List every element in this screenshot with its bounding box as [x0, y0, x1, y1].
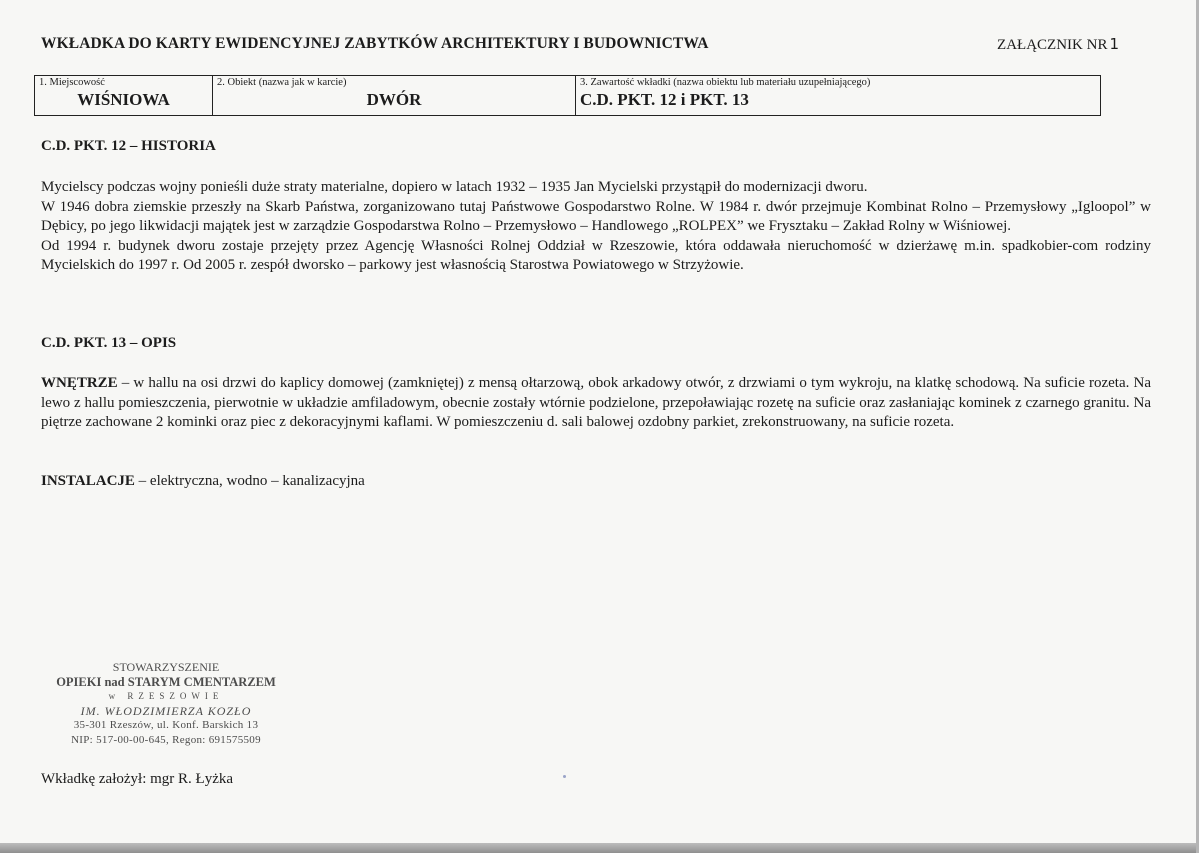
document-title: WKŁADKA DO KARTY EWIDENCYJNEJ ZABYTKÓW ARCHITEKTURY I BUDOWNICTWA — [41, 35, 709, 52]
wnetrze-text: – w hallu na osi drzwi do kaplicy domowej (zamkniętej) z mensą ołtarzową, obok arkadowy otwór, z drzwiami o tym wykroju, na klatkę schodową. Na suficie rozeta. Na lewo z hallu pomieszczenia, pierwotnie w układzie amfiladowym, obecnie zostały wtórnie podzielone, przepoławiając rozetę na suficie oraz zasłaniając kominek z czarnego granitu. Na piętrze zachowane 2 kominki oraz piec z dekoracyjnymi kaflami. W pomieszczeniu d. sali balowej ozdobny parkiet, zrekonstruowany, na suficie rozeta. — [41, 375, 1151, 430]
field-contents-value: C.D. PKT. 12 i PKT. 13 — [580, 90, 749, 109]
historia-paragraph: W 1946 dobra ziemskie przeszły na Skarb Państwa, zorganizowano tutaj Państwowe Gospodarstwo Rolne. W 1984 r. dwór przejmuje Kombinat Rolno – Przemysłowy „Igloopol” w Dębicy, po jego likwidacji majątek jest w zarządzie Gospodarstwa Rolno – Przemysłowo – Handlowego „ROLPEX” we Frysztaku – Zakład Rolny w Wiśniowej. — [41, 198, 1151, 234]
field-locality-label: 1. Miejscowość — [39, 77, 105, 88]
page-header — [41, 35, 1119, 59]
field-locality — [35, 76, 213, 116]
instalacje-paragraph — [41, 472, 1151, 492]
form-header-table — [34, 75, 1101, 116]
annex-label — [997, 35, 1119, 54]
paper-bottom-edge — [0, 843, 1199, 853]
field-object — [213, 76, 576, 116]
wnetrze-label: WNĘTRZE — [41, 375, 118, 391]
field-object-label: 2. Obiekt (nazwa jak w karcie) — [217, 77, 347, 88]
field-contents — [576, 76, 1101, 116]
section-heading-historia: C.D. PKT. 12 – HISTORIA — [41, 138, 216, 154]
historia-paragraph: Mycielscy podczas wojny ponieśli duże straty materialne, dopiero w latach 1932 – 1935 Jan Mycielski przystąpił do modernizacji dworu. — [41, 179, 868, 195]
instalacje-label: INSTALACJE — [41, 473, 135, 489]
field-object-value: DWÓR — [366, 90, 422, 109]
historia-text — [41, 178, 1151, 276]
organization-stamp — [56, 660, 276, 747]
field-locality-value: WIŚNIOWA — [77, 90, 170, 109]
opis-instalacje — [41, 472, 1151, 492]
wnetrze-paragraph — [41, 374, 1151, 433]
stamp-line: STOWARZYSZENIE — [112, 660, 220, 674]
stamp-line: 35-301 Rzeszów, ul. Konf. Barskich 13 — [73, 719, 259, 731]
annex-label-text: ZAŁĄCZNIK NR — [997, 37, 1108, 53]
historia-paragraph: Od 1994 r. budynek dworu zostaje przejęty przez Agencję Własności Rolnej Oddział w Rzeszowie, która oddawała nieruchomość w dzierżawę m.in. spadkobier-com rodziny Mycielskich do 1997 r. Od 2005 r. zespół dworsko – parkowy jest własnością Starostwa Powiatowego w Strzyżowie. — [41, 237, 1151, 273]
annex-number: 1 — [1109, 35, 1119, 53]
stamp-line: NIP: 517-00-00-645, Regon: 691575509 — [71, 733, 261, 746]
instalacje-text: – elektryczna, wodno – kanalizacyjna — [134, 473, 365, 489]
author-note: Wkładkę założył: mgr R. Łyżka — [41, 771, 234, 787]
stamp-line: IM. WŁODZIMIERZA KOZŁO — [80, 703, 252, 718]
field-contents-label: 3. Zawartość wkładki (nazwa obiektu lub materiału uzupełniającego) — [580, 77, 871, 88]
section-heading-opis: C.D. PKT. 13 – OPIS — [41, 335, 177, 351]
ink-dot — [563, 775, 566, 778]
stamp-line: OPIEKI nad STARYM CMENTARZEM — [56, 674, 276, 689]
opis-wnetrze — [41, 374, 1151, 433]
stamp-line: w RZESZOWIE — [108, 691, 224, 701]
